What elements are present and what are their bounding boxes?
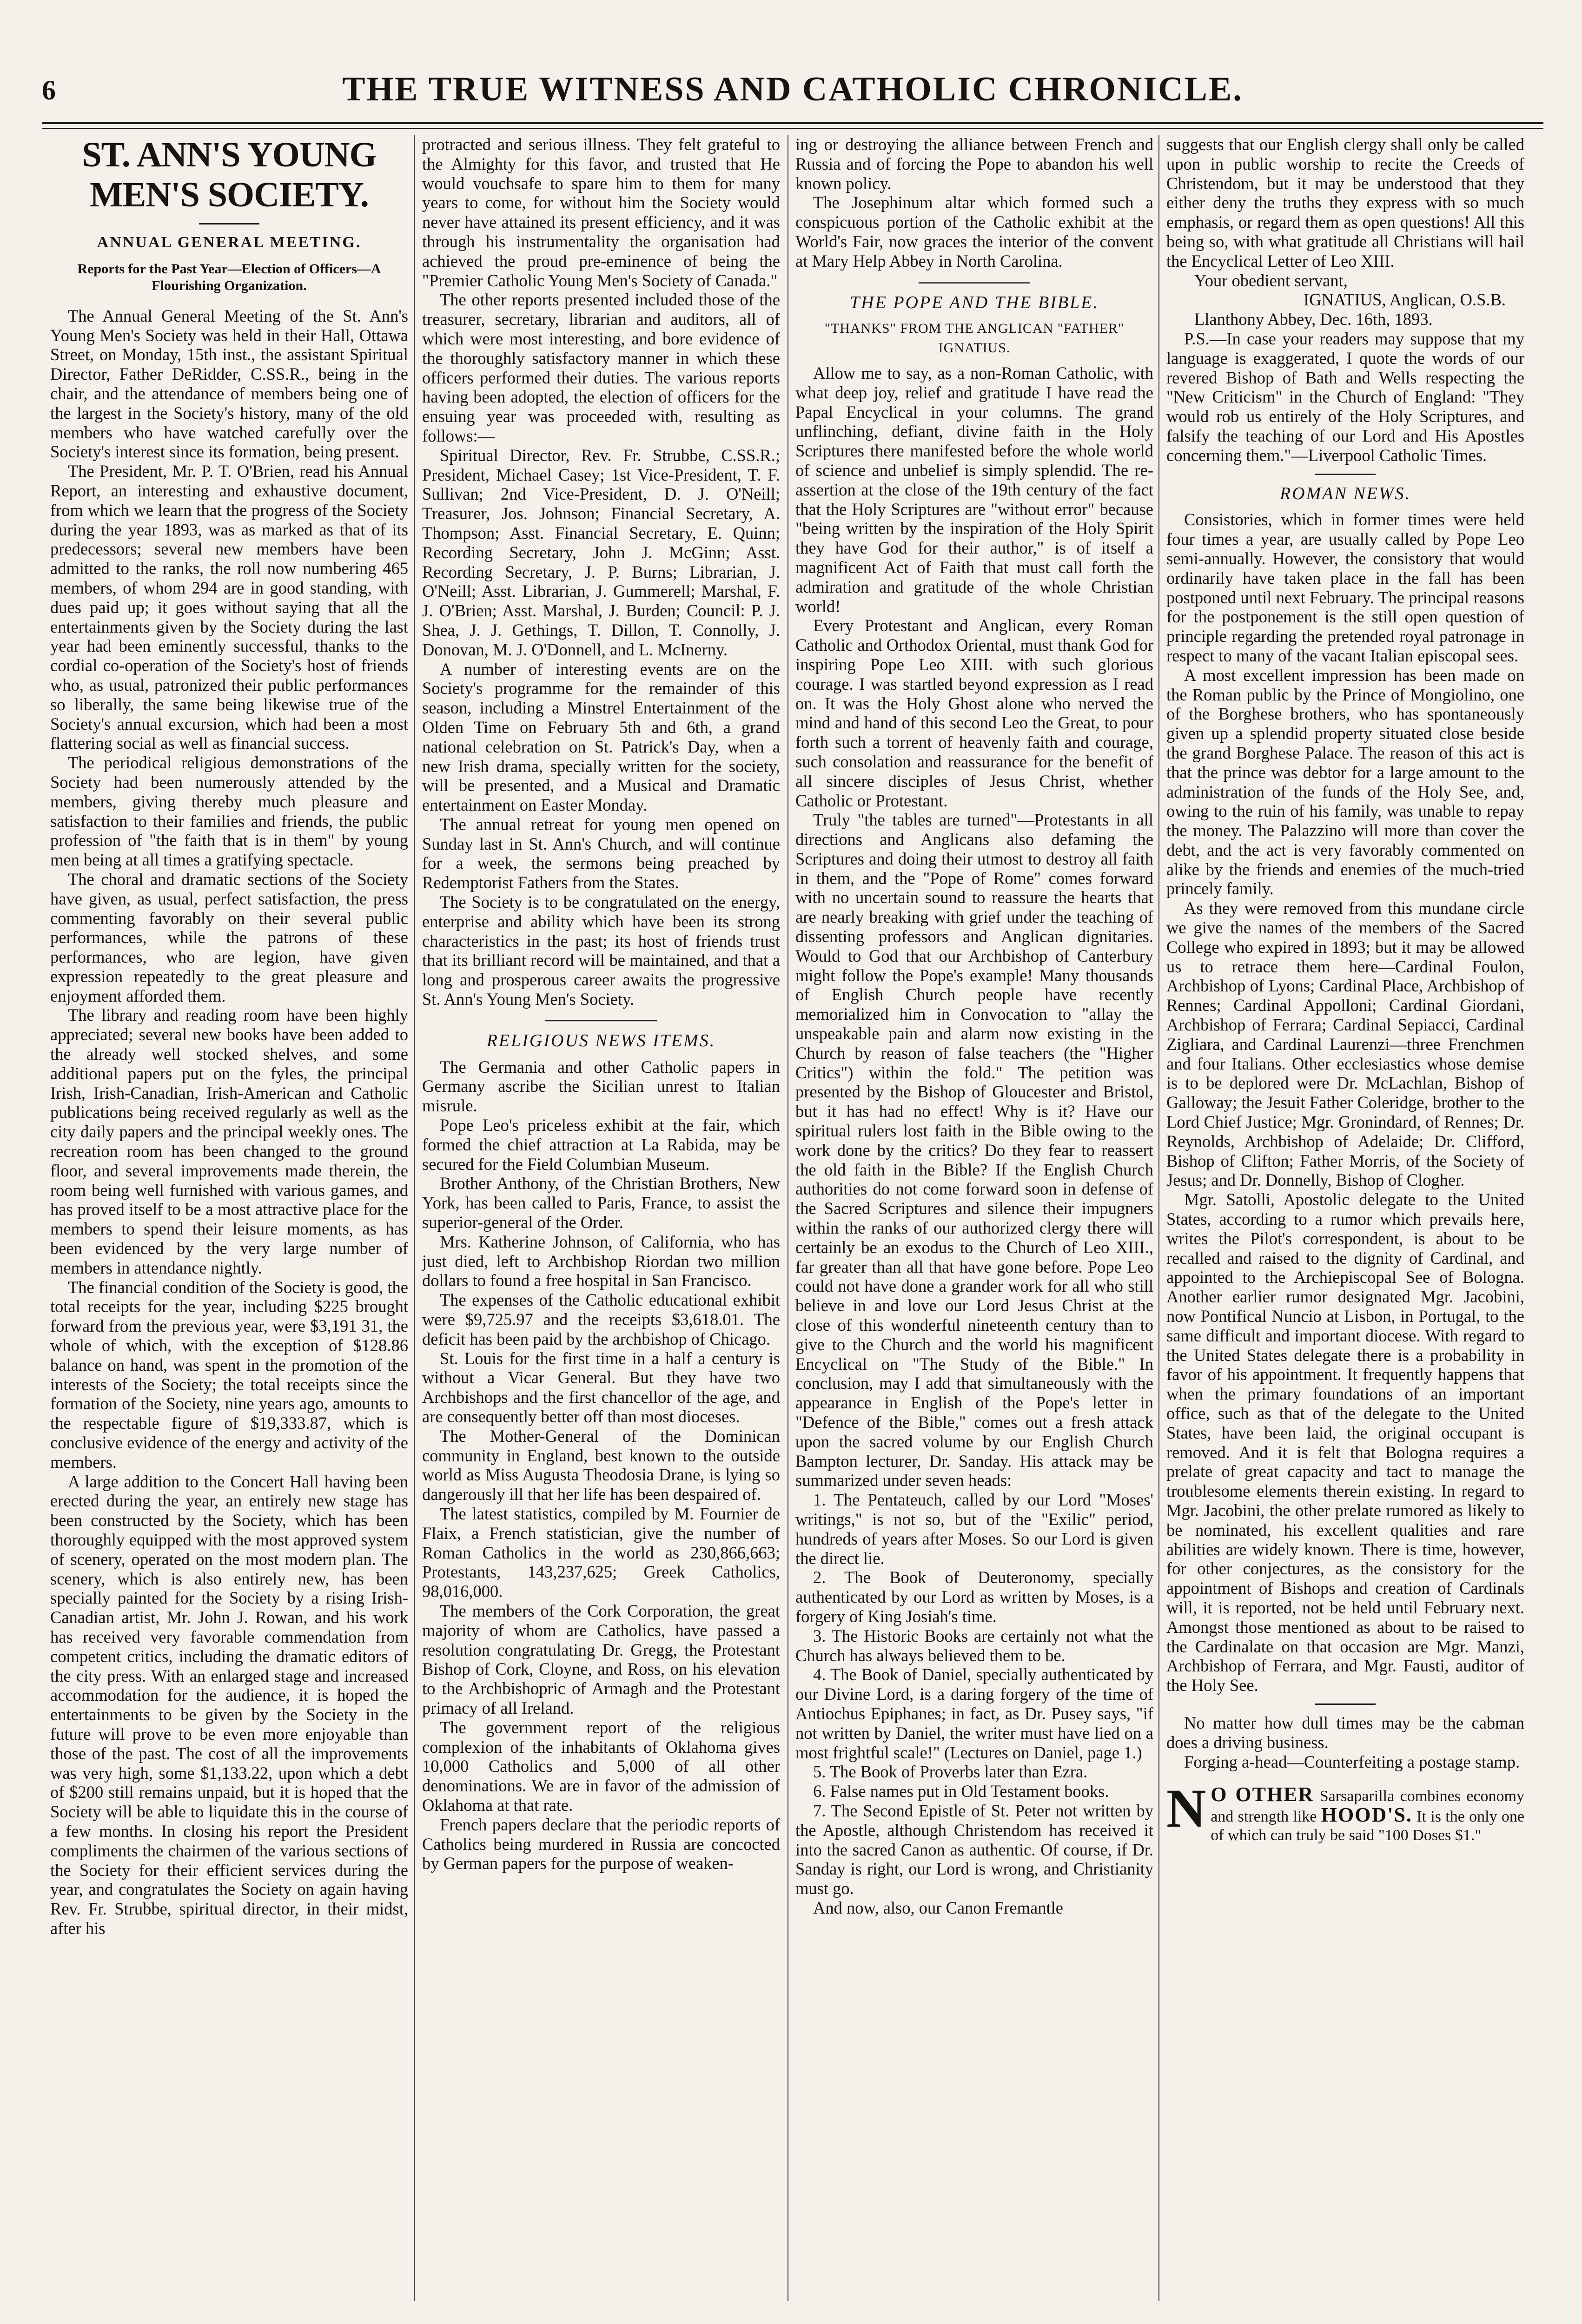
paragraph: ing or destroying the alliance between French and Russia and of forcing the Pope to abandon his well known policy. — [795, 135, 1153, 193]
news-item: French papers declare that the periodic reports of Catholics being murdered in Russia are concocted by German papers for the purpose of weaken- — [422, 1815, 780, 1873]
paragraph: The other reports presented included those of the treasurer, secretary, librarian and auditors, all of which were most interesting, and bore evidence of the thoroughly satisfactory manner in which these officers performed their duties. The various reports having been adopted, the election of officers for the ensuing year was proceeded with, resulting as follows:— — [422, 290, 780, 445]
header-rule — [42, 122, 1543, 124]
divider — [1315, 474, 1376, 475]
news-item: The latest statistics, compiled by M. Fournier de Flaix, a French statistician, give the number of Roman Catholics in the world as 230,866,663; Protestants, 143,237,625; Greek Catholics, 98,016,000. — [422, 1504, 780, 1601]
list-item: 2. The Book of Deuteronomy, specially authenticated by our Lord as written by Moses, is a forgery of King Josiah's time. — [795, 1568, 1153, 1626]
article-deck: Reports for the Past Year—Election of Officers—A Flourishing Organization. — [77, 261, 381, 293]
paragraph: Every Protestant and Anglican, every Roman Catholic and Orthodox Oriental, must thank God for inspiring Pope Leo XIII. with such glorious courage. I was startled beyond expression as I read on. It was the Holy Ghost alone who nerved the mind and hand of this second Leo the Great, to pour forth such a torrent of heavenly faith and courage, such consolation and reassurance for the benefit of all sincere disciples of Jesus Christ, whether Catholic or Protestant. — [795, 616, 1153, 810]
list-item: 6. False names put in Old Testament books. — [813, 1782, 1109, 1801]
paragraph: The library and reading room have been highly appreciated; several new books have been added to the already well stocked shelves, and some additional papers put on the fyles, the principal Irish, Irish-Canadian, Irish-American and Catholic publications being received regularly as well as the city daily papers and the principal weekly ones. The recreation room has been changed to the ground floor, and several improvements made therein, the room being well furnished with various games, and has proved itself to be a most attractive place for the members to spend their leisure moments, as has been evidenced by the very large number of members in attendance nightly. — [50, 1005, 408, 1277]
paragraph: Spiritual Director, Rev. Fr. Strubbe, C.SS.R.; President, Michael Casey; 1st Vice-President, T. F. Sullivan; 2nd Vice-President, D. J. O'Neill; Treasurer, Jos. Johnson; Financial Secretary, A. Thompson; Asst. Financial Secretary, E. Quinn; Recording Secretary, John J. McGinn; Asst. Recording Secretary, J. P. Burns; Librarian, J. O'Neill; Asst. Librarian, J. Gummerell; Marshal, F. J. O'Brien; Asst. Marshal, J. Burden; Council: P. J. Shea, J. J. Gethings, T. Dillon, T. Connolly, J. Donovan, M. J. O'Donnell, and L. McInerny. — [422, 445, 780, 659]
postscript: P.S.—In case your readers may suppose that my language is exaggerated, I quote the words of our revered Bishop of Bath and Wells respecting the "New Criticism" in the Church of England: "They would rob us entirely of the Holy Scriptures, and falsify the teaching of our Lord and His Apostles concerning them."—Liverpool Catholic Times. — [1166, 329, 1524, 465]
paragraph: The choral and dramatic sections of the Society have given, as usual, perfect satisfaction, the press commenting favorably on their several public performances, while the patrons of these performances, who are legion, have given expression repeatedly to the great pleasure and enjoyment afforded them. — [50, 869, 408, 1005]
filler-item: Forging a-head—Counterfeiting a postage stamp. — [1184, 1752, 1520, 1771]
paragraph: The financial condition of the Society is good, the total receipts for the year, including $225 brought forward from the previous year, were $3,191 31, the whole of which, with the exception of $128.86 balance on hand, was spent in the promotion of the interests of the Society; the total receipts since the formation of the Society, nine years ago, amounts to the respectable figure of $19,333.87, which is conclusive evidence of the energy and activity of the members. — [50, 1277, 408, 1472]
news-item: As they were removed from this mundane circle we give the names of the members of the Sacred College who expired in 1893; but it may be allowed us to retrace them here—Cardinal Foulon, Archbishop of Lyons; Cardinal Place, Archbishop of Rennes; Cardinal Appolloni; Cardinal Giordani, Archbishop of Ferrara; Cardinal Sepiacci, Cardinal Zigliara, and Cardinal Laurenzi—three Frenchmen and four Italians. Other ecclesiastics whose demise is to be deplored were Dr. McLachlan, Bishop of Galloway; the Jesuit Father Coleridge, brother to the Lord Chief Justice; Mgr. Gronindard, of Rennes; Dr. Reynolds, Archbishop of Adelaide; Dr. Clifford, Bishop of Clifton; Father Morris, of the Society of Jesus; and Dr. Donnelly, Bishop of Clogher. — [1166, 898, 1524, 1190]
news-item: Mgr. Satolli, Apostolic delegate to the United States, according to a rumor which prevails here, writes the Pilot's correspondent, is about to be recalled and raised to the dignity of Cardinal, and appointed to the Archiepiscopal See of Bologna. Another earlier rumor designated Mgr. Jacobini, now Pontifical Nuncio at Lisbon, in Portugal, to the same difficult and important diocese. With regard to the United States delegate there is a probability in favor of his appointment. It frequently happens that when the primary foundations of an important office, such as that of the delegate to the United States, have been laid, the original occupant is removed. And it is felt that Bologna requires a prelate of great capacity and tact to manage the troublesome elements therein existing. In regard to Mgr. Jacobini, the other prelate rumored as likely to be nominated, his excellent qualities and rare abilities are widely known. There is time, however, for other conjectures, as the consistory for the appointment of Bishops and creation of Cardinals will, it is reported, not be held until February next. Amongst those mentioned as about to be raised to the Cardinalate on that occasion are Mgr. Manzi, Archbishop of Ferrara, and Mgr. Fausti, auditor of the Holy See. — [1166, 1190, 1524, 1695]
section-subtitle: "THANKS" FROM THE ANGLICAN "FATHER" IGNATIUS. — [824, 321, 1125, 356]
paragraph: The annual retreat for young men opened on Sunday last in St. Ann's Church, and will continue for a week, the sermons being preached by Redemptorist Fathers from the States. — [422, 814, 780, 892]
ad-brand: HOOD'S. — [1321, 1803, 1412, 1827]
ad-text: Sarsaparilla combines economy and strength like — [1211, 1788, 1525, 1826]
news-item: Consistories, which in former times were held four times a year, are usually called by Pope Leo semi-annually. However, the consistory that would ordinarily have taken place in the fall has been postponed until next February. The principal reasons for the postponement is the still open question of principle regarding the pretended royal patronage in respect to many of the vacant Italian episcopal sees. — [1166, 510, 1524, 665]
ad-body — [1211, 1785, 1524, 1845]
section-title: ROMAN NEWS. — [1279, 483, 1411, 503]
ad-initial: N — [1166, 1778, 1206, 1839]
news-item: The Mother-General of the Dominican community in England, best known to the outside world as Miss Augusta Theodosia Drane, is lying so dangerously ill that her life has been despaired of. — [422, 1426, 780, 1504]
filler-item: No matter how dull times may be the cabman does a driving business. — [1166, 1713, 1524, 1752]
paragraph: A number of interesting events are on the Society's programme for the remainder of this season, including a Minstrel Entertainment of the Olden Time on February 5th and 6th, a grand national celebration on St. Patrick's Day, when a new Irish drama, specially written for the society, will be presented, and a Musical and Dramatic entertainment on Easter Monday. — [422, 659, 780, 815]
column-1 — [50, 135, 408, 1938]
list-item: 5. The Book of Proverbs later than Ezra. — [813, 1762, 1088, 1782]
divider — [545, 1020, 657, 1022]
column-4 — [1166, 135, 1524, 1845]
news-item: The members of the Cork Corporation, the great majority of whom are Catholics, have passed a resolution congratulating Dr. Gregg, the Protestant Bishop of Cork, Cloyne, and Ross, on his elevation to the Archbishopric of Armagh and the Protestant primacy of all Ireland. — [422, 1601, 780, 1717]
divider — [919, 282, 1030, 284]
paragraph: The President, Mr. P. T. O'Brien, read his Annual Report, an interesting and exhaustive document, from which we learn that the progress of the Society during the year 1893, was as marked as that of its predecessors; several new members have been admitted to the ranks, the roll now numbering 465 members, of whom 294 are in good standing, with dues paid up; it goes without saying that all the entertainments given by the Society during the last year had been eminently successful, thanks to the cordial co-operation of the Society's host of friends who, as usual, patronized their public performances so liberally, the same being likewise true of the Society's annual excursion, which had been a most flattering social as well as financial success. — [50, 462, 408, 753]
section-title: RELIGIOUS NEWS ITEMS. — [486, 1030, 716, 1050]
list-item: 4. The Book of Daniel, specially authenticated by our Divine Lord, is a daring forgery of the time of Antiochus Epiphanes; in fact, as Dr. Pusey says, "if not written by Daniel, the writer must have lied on a most frightful scale!" (Lectures on Daniel, page 1.) — [795, 1665, 1153, 1762]
column-rule — [414, 135, 415, 2301]
news-item: The Germania and other Catholic papers in Germany ascribe the Sicilian unrest to Italian misrule. — [422, 1057, 780, 1116]
paragraph: The periodical religious demonstrations of the Society had been numerously attended by the members, giving thereby much pleasure and satisfaction to their families and friends, the public profession of "the faith that is in them" by young men being at all times a gratifying spectacle. — [50, 753, 408, 870]
paragraph: The Annual General Meeting of the St. Ann's Young Men's Society was held in their Hall, Ottawa Street, on Monday, 15th inst., the assistant Spiritual Director, Father DeRidder, C.SS.R., being in the chair, and the attendance of members being one of the largest in the Society's history, many of the old members who have watched carefully over the Society's interest since its formation, being present. — [50, 306, 408, 462]
page-number: 6 — [42, 75, 56, 106]
divider — [1315, 1703, 1376, 1705]
news-item: St. Louis for the first time in a half a century is without a Vicar General. But they have two Archbishops and the first chancellor of the age, and are consequently better off than most dioceses. — [422, 1348, 780, 1426]
ad-headline: O OTHER — [1211, 1783, 1314, 1806]
letter-dateline: Llanthony Abbey, Dec. 16th, 1893. — [1194, 310, 1433, 329]
article-subtitle: ANNUAL GENERAL MEETING. — [97, 234, 362, 251]
paragraph: protracted and serious illness. They felt grateful to the Almighty for this favor, and trusted that He would vouchsafe to spare him to them for many years to come, for without him the Society would never have attained its present efficiency, and it was through his instrumentality the organisation had achieved the proud pre-eminence of being the "Premier Catholic Young Men's Society of Canada." — [422, 135, 780, 290]
paragraph: The Josephinum altar which formed such a conspicuous portion of the Catholic exhibit at the World's Fair, now graces the interior of the convent at Mary Help Abbey in North Carolina. — [795, 193, 1153, 271]
news-item: Pope Leo's priceless exhibit at the fair, which formed the chief attraction at La Rabida, may be secured for the Field Columbian Museum. — [422, 1116, 780, 1174]
paragraph: suggests that our English clergy shall only be called upon in public worship to recite the Creeds of Christendom, but it may be understood that they either deny the truths they express with so much emphasis, or regard them as open questions! All this being so, with what gratitude all Christians will hail the Encyclical Letter of Leo XIII. — [1166, 135, 1524, 271]
page-header — [42, 70, 1543, 121]
divider — [199, 223, 259, 224]
column-3 — [795, 135, 1153, 1918]
hoods-advertisement — [1166, 1778, 1525, 1845]
paragraph: Allow me to say, as a non-Roman Catholic, with what deep joy, relief and gratitude I have read the Papal Encyclical in your columns. The grand unflinching, defiant, divine faith in the Holy Scriptures there manifested before the whole world of science and unbelief is simply splendid. The re-assertion at the close of the 19th century of the fact that the Holy Scriptures are "without error" because "being written by the inspiration of the Holy Spirit they have God for their author," is of itself a magnificent Act of Faith that must call forth the admiration and gratitude of the whole Christian world! — [795, 363, 1153, 616]
section-title: THE POPE AND THE BIBLE. — [850, 292, 1099, 312]
column-rule — [1158, 135, 1159, 2301]
paragraph: A large addition to the Concert Hall having been erected during the year, an entirely new stage has been constructed by the Society, which has been thoroughly equipped with the most approved system of scenery, operated on the most modern plan. The scenery, which is also entirely new, has been specially painted for the Society by a rising Irish-Canadian artist, Mr. John J. Rowan, and his work has received very favorable commendation from competent critics, including the dramatic editors of the city press. With an enlarged stage and increased accommodation for the audience, it is hoped the entertainments to be given by the Society in the future will prove to be even more enjoyable than those of the past. The cost of all the improvements was very high, some $1,133.22, upon which a debt of $200 still remains unpaid, but it is hoped that the Society will be able to liquidate this in the course of a few months. In closing his report the President compliments the chairmen of the various sections of the Society for their efficient services during the year, and congratulates the Society on again having Rev. Fr. Strubbe, spiritual director, in their midst, after his — [50, 1472, 408, 1938]
list-item: 3. The Historic Books are certainly not what the Church has always believed them to be. — [795, 1626, 1153, 1665]
masthead: THE TRUE WITNESS AND CATHOLIC CHRONICLE. — [342, 70, 1243, 108]
news-item: The government report of the religious complexion of the inhabitants of Oklahoma gives 10,000 Catholics and 5,000 of all other denominations. We are in favor of the admission of Oklahoma at that rate. — [422, 1717, 780, 1815]
list-item: 7. The Second Epistle of St. Peter not written by the Apostle, although Christendom has received it into the sacred Canon as authentic. Of course, if Dr. Sanday is right, our Lord is wrong, and Christianity must go. — [795, 1801, 1153, 1898]
list-item: 1. The Pentateuch, called by our Lord "Moses' writings," is not so, but of the "Exilic" period, hundreds of years after Moses. So our Lord is given the direct lie. — [795, 1490, 1153, 1568]
letter-signature: IGNATIUS, Anglican, O.S.B. — [1304, 290, 1506, 310]
header-rule-thin — [42, 128, 1543, 129]
ad-text: It is the only one of which can truly be said "100 Doses $1." — [1211, 1808, 1524, 1844]
letter-closing: Your obedient servant, — [1194, 271, 1348, 290]
paragraph: The Society is to be congratulated on the energy, enterprise and ability which have been its strong characteristics in the past; its host of friends trust that its brilliant record will be maintained, and that a long and prosperous career awaits the progressive St. Ann's Young Men's Society. — [422, 892, 780, 1009]
news-item: The expenses of the Catholic educational exhibit were $9,725.97 and the receipts $3,618.01. The deficit has been paid by the archbishop of Chicago. — [422, 1290, 780, 1348]
news-item: Mrs. Katherine Johnson, of California, who has just died, left to Archbishop Riordan two million dollars to found a free hospital in San Francisco. — [422, 1232, 780, 1290]
paragraph: Truly "the tables are turned"—Protestants in all directions and Anglicans also defaming the Scriptures and doing their utmost to destroy all faith in them, and the "Pope of Rome" comes forward with no uncertain sound to reassure the hearts that are nearly breaking with grief under the teaching of dissenting professors and Anglican dignitaries. Would to God that our Archbishop of Canterbury might follow the Pope's example! Many thousands of English Church people have recently memorialized him in Convocation to "allay the unspeakable pain and alarm now existing in the Church by reason of false teachers (the "Higher Critics") within the fold." The petition was presented by the Bishop of Gloucester and Bristol, but it has had no effect! Why is it? Have our spiritual rulers lost faith in the Bible owing to the work done by the critics? Do they fear to reassert the old faith in the Bible? If the English Church authorities do not come forward soon in defense of the Sacred Scriptures and silence their impugners within the ranks of our authorized clergy there will certainly be an exodus to the Church of Leo XIII., far greater than all that have gone before. Pope Leo could not have done a grander work for all who still believe in and love our Lord Jesus Christ at the close of this wonderful nineteenth century than to give to the Church and the world his magnificent Encyclical on "The Study of the Bible." In conclusion, may I add that simultaneously with the appearance in English of the Pope's letter in "Defence of the Bible," comes out a fresh attack upon the sacred volume by our English Church Bampton lecturer, Dr. Sanday. His attack may be summarized under seven heads: — [795, 810, 1153, 1490]
column-2 — [422, 135, 780, 1873]
article-title: ST. ANN'S YOUNG MEN'S SOCIETY. — [82, 135, 377, 214]
paragraph: And now, also, our Canon Fremantle — [813, 1898, 1063, 1917]
news-item: Brother Anthony, of the Christian Brothers, New York, has been called to Paris, France, to assist the superior-general of the Order. — [422, 1174, 780, 1232]
news-item: A most excellent impression has been made on the Roman public by the Prince of Mongiolino, one of the Borghese brothers, who has spontaneously given up a splendid property situated close beside the grand Borghese Palace. The reason of this act is that the prince was debtor for a large amount to the administration of the funds of the Holy See, and, owing to the ruin of his family, was unable to repay the money. The Palazzino will more than cover the debt, and the act is very favorably commented on alike by the friends and enemies of the much-tried princely family. — [1166, 665, 1524, 898]
